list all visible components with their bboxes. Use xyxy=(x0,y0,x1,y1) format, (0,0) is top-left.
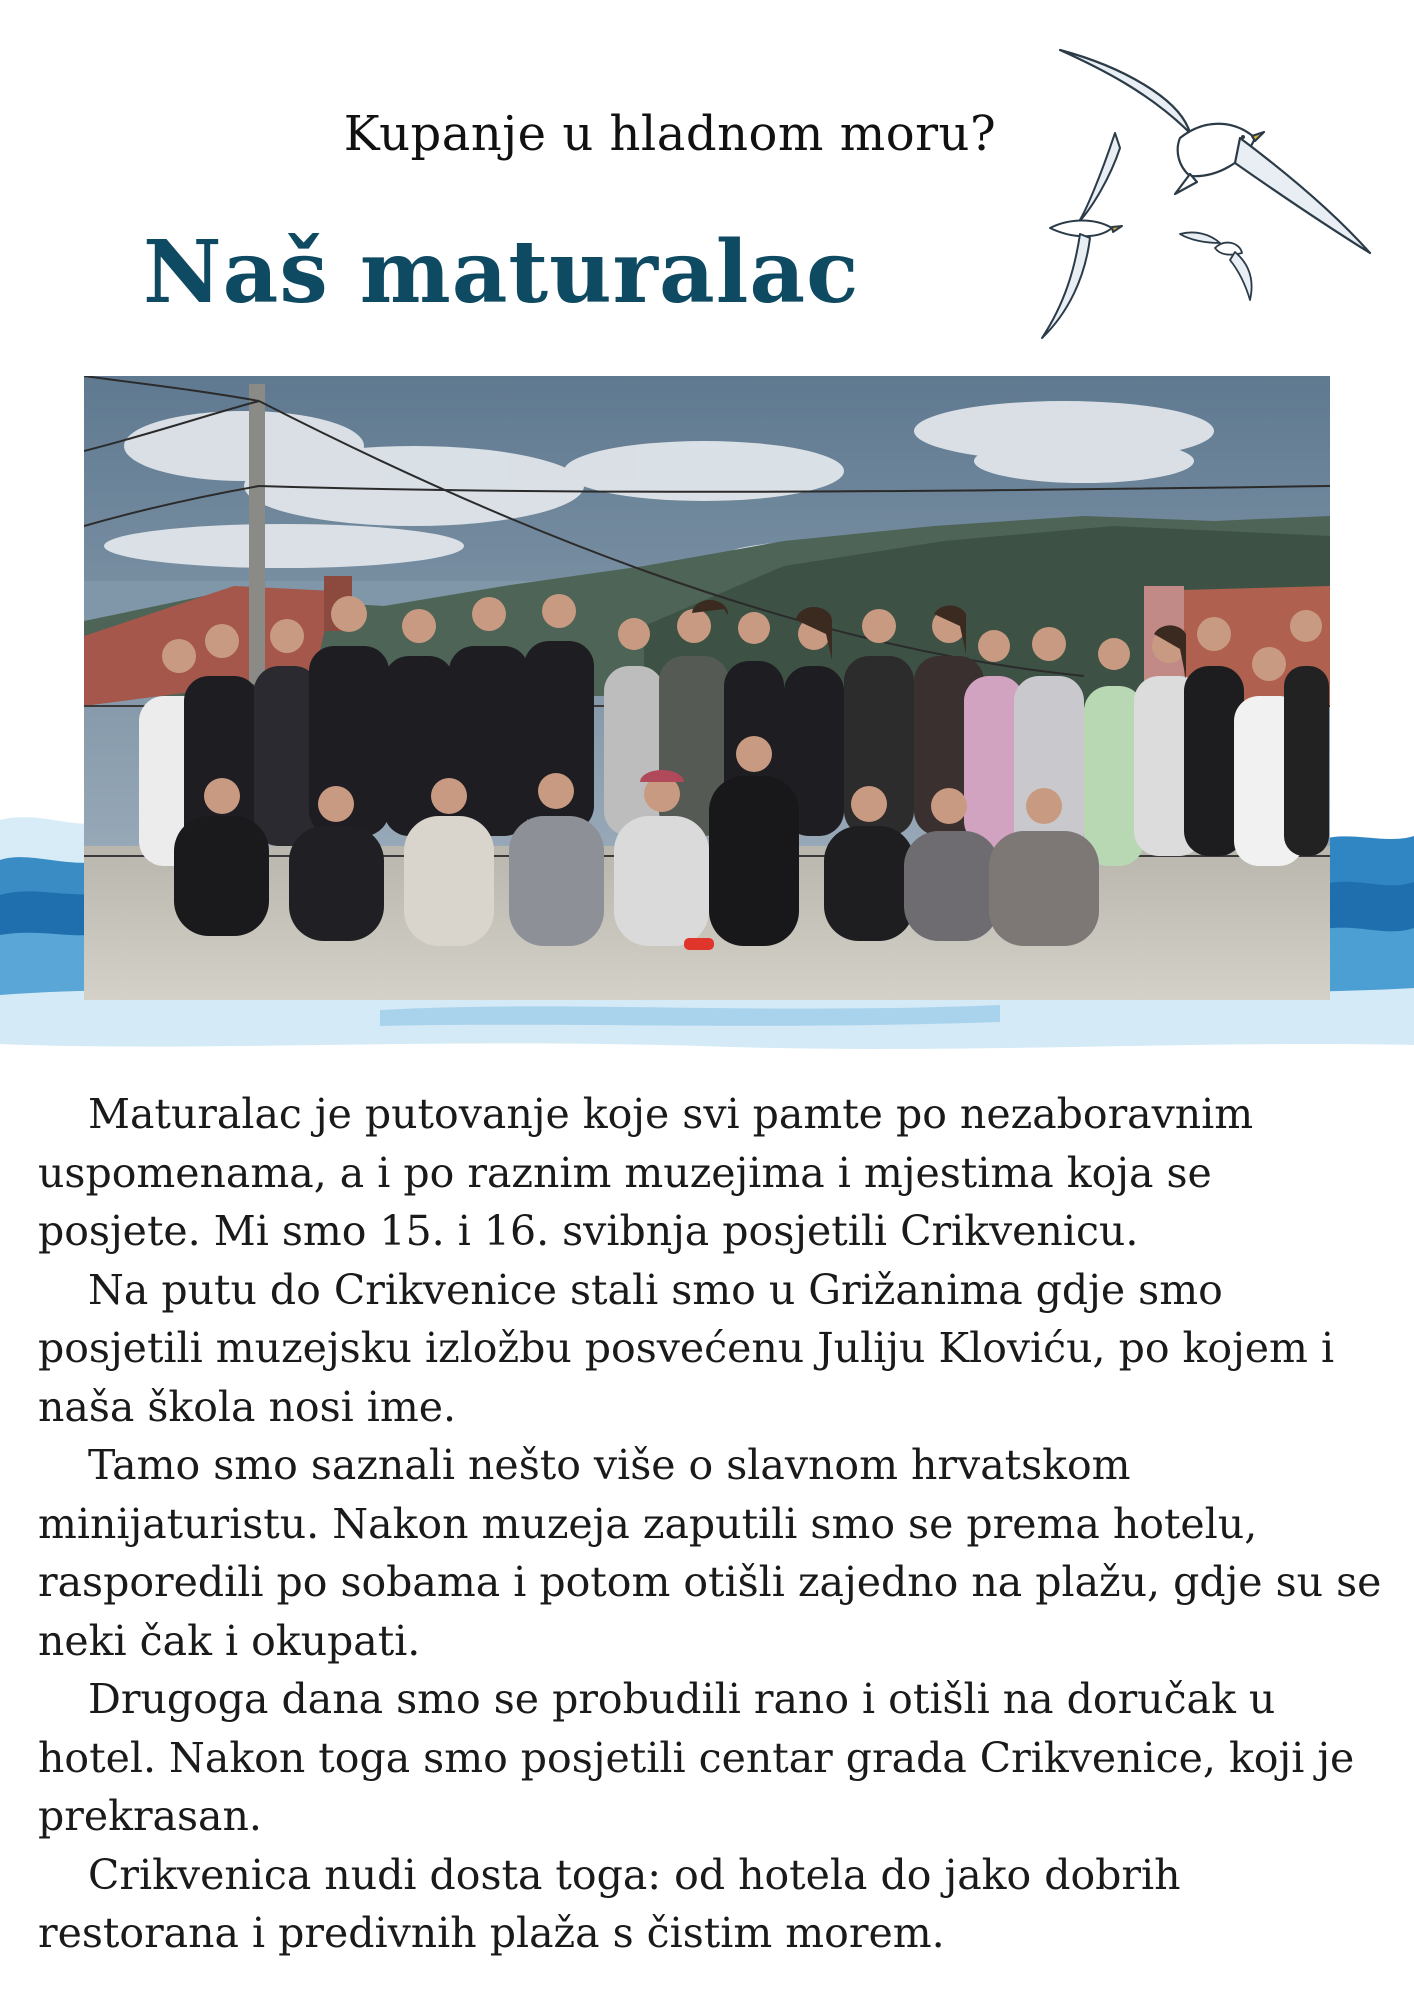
paragraph: Crikvenica nudi dosta toga: od hotela do jako dobrih restorana i predivnih plaža s čistim morem. xyxy=(38,1850,1181,1957)
seagull-large xyxy=(1060,50,1370,253)
seagull-small xyxy=(1180,232,1252,300)
group-photo xyxy=(84,376,1330,1000)
paragraph: Na putu do Crikvenice stali smo u Grižanima gdje smo posjetili muzejsku izložbu posvećenu Juliju Kloviću, po kojem i naša škola nosi ime. xyxy=(38,1265,1335,1431)
subtitle: Kupanje u hladnom moru? xyxy=(343,106,997,162)
article-body xyxy=(38,1085,1383,1963)
page-title: Naš maturalac xyxy=(143,222,860,323)
paragraph: Maturalac je putovanje koje svi pamte po nezaboravnim uspomenama, a i po raznim muzejima i mjestima koja se posjete. Mi smo 15. i 16. svibnja posjetili Crikvenicu. xyxy=(38,1090,1254,1255)
seagulls-illustration-icon xyxy=(1030,38,1380,348)
paragraph: Drugoga dana smo se probudili rano i otišli na doručak u hotel. Nakon toga smo posjetili centar grada Crikvenice, koji je prekrasan. xyxy=(38,1675,1355,1840)
seagull-medium xyxy=(1042,133,1122,338)
paragraph: Tamo smo saznali nešto više o slavnom hrvatskom minijaturistu. Nakon muzeja zaputili smo se prema hotelu, rasporedili po sobama i potom otišli zajedno na plažu, gdje su se neki čak i okupati. xyxy=(38,1441,1382,1665)
